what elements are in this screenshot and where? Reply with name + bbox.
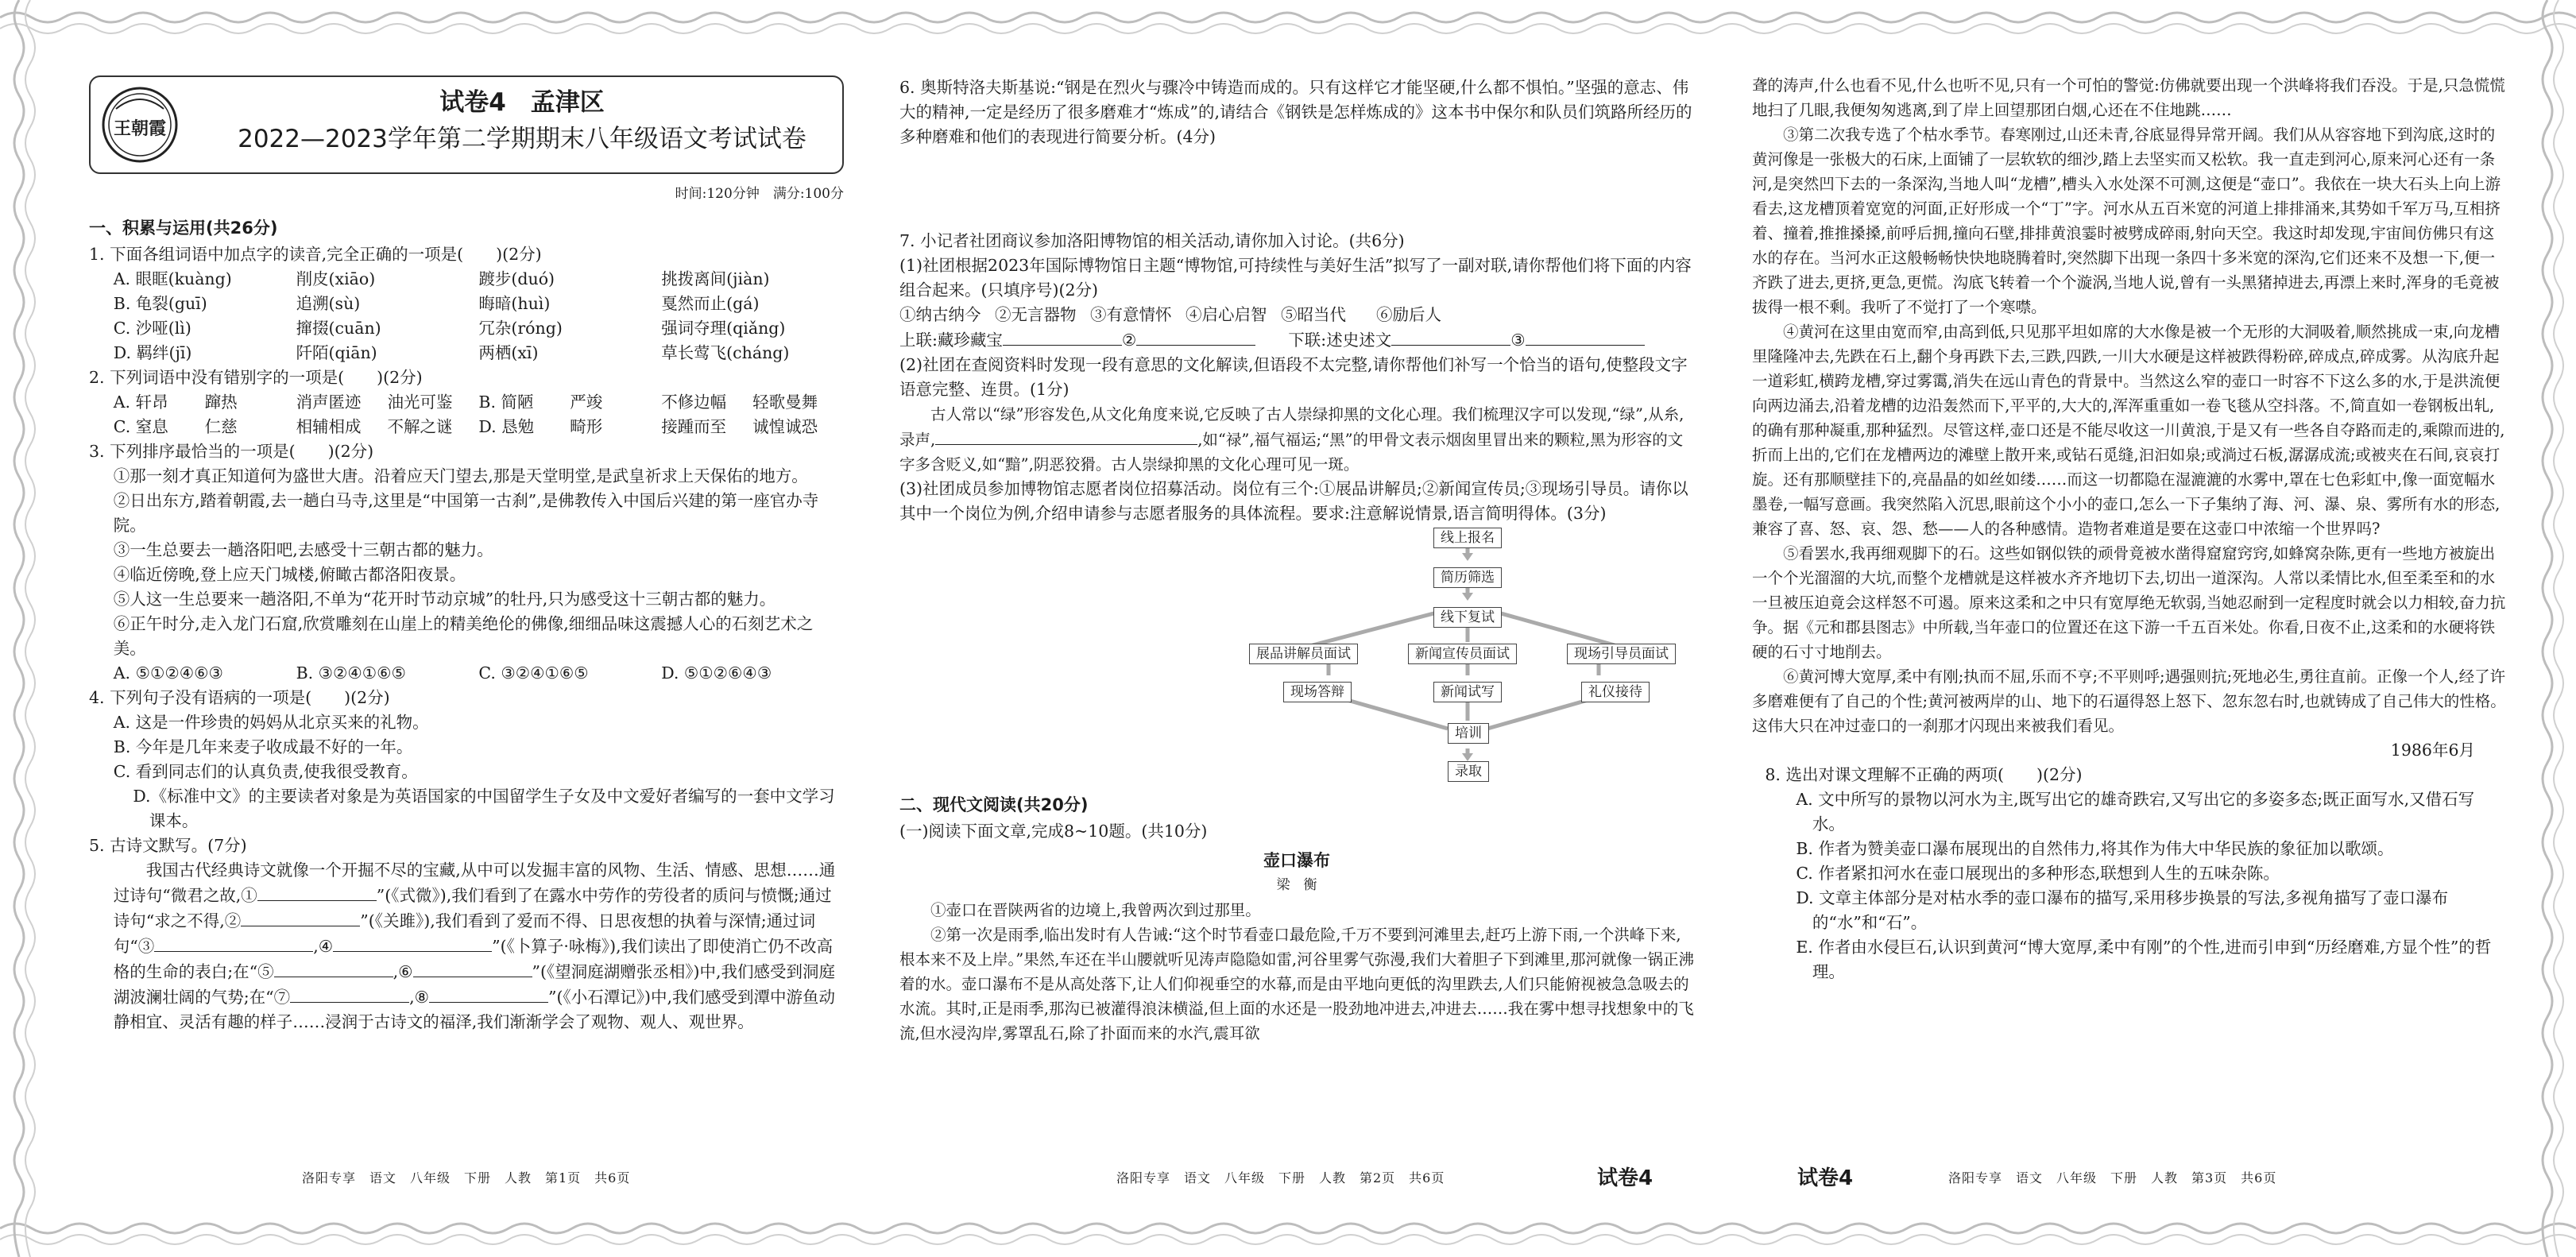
section-heading-1: 一、积累与运用(共26分)	[89, 219, 278, 238]
question-3: 3. 下列排序最恰当的一项是( )(2分)	[89, 442, 374, 461]
article-paragraph-1: ①壶口在晋陕两省的边境上,我曾两次到过那里。	[930, 901, 1261, 919]
question-7-1: (1)社团根据2023年国际博物馆日主题“博物馆,可持续性与美好生活”拟写了一副对联,请你帮他们将下面的内容组合起来。(只填序号)(2分)	[899, 256, 1692, 300]
phrase: ①纳古纳今	[899, 305, 981, 324]
article-date: 1986年6月	[2390, 741, 2475, 760]
q3-item: ⑥正午时分,走入龙门石窟,欣赏雕刻在山崖上的精美绝伦的佛像,细细品味这震撼人心的石刻艺术之美。	[113, 614, 814, 658]
q7-2-text: ,如“禄”,福气福运;“黑”的甲骨文表示烟囱里冒出来的颗粒,黑为形容的文字多含贬义,如“黯”,阴恶狡猾。古人崇绿抑黑的文化心理可见一斑。	[899, 431, 1684, 474]
word: 踱步(duó)	[478, 269, 555, 288]
answer-blank-couplet-3[interactable]	[1391, 327, 1510, 346]
wavy-border-left	[0, 0, 48, 1257]
couplet-line	[899, 327, 1694, 353]
question-2: 2. 下列词语中没有错别字的一项是( )(2分)	[89, 368, 423, 387]
option-b[interactable]: B. 简陋	[478, 393, 534, 412]
word: 诚惶诚恐	[752, 417, 818, 436]
q7-2-passage	[899, 402, 1694, 477]
word: 蹿热	[204, 393, 238, 412]
option-a[interactable]: A. 眼眶(kuàng)	[113, 269, 232, 288]
phrase: ⑥励后人	[1376, 305, 1441, 324]
question-7-2: (2)社团在查阅资料时发现一段有意思的文化解读,但语段不太完整,请你帮他们补写一个恰当的语句,使整段文字语意完整、连贯。(1分)	[899, 355, 1688, 399]
section-heading-2: 二、现代文阅读(共20分)	[899, 795, 1089, 814]
answer-blank-couplet-4[interactable]	[1526, 327, 1645, 346]
q2-options	[89, 390, 844, 439]
answer-blank-3[interactable]	[154, 934, 313, 952]
reading-subheading: (一)阅读下面文章,完成8~10题。(共10分)	[899, 822, 1208, 841]
q5-text: 我国古代经典诗文就像一个开掘不尽的宝藏,从中可以发掘丰富的风物、生活、情感、思想……通过诗句“微君之故,①	[113, 861, 836, 905]
flow-step-exhibit-interview: 展品讲解员面试	[1249, 644, 1358, 664]
option-d[interactable]: D. 文章主体部分是对枯水季的壶口瀑布的描写,采用移步换景的写法,多视角描写了壶口瀑布的“水”和“石”。	[1796, 888, 2449, 932]
option-b[interactable]: B. 龟裂(guī)	[113, 294, 207, 313]
option-a[interactable]: A. 文中所写的景物以河水为主,既写出它的雄奇跌宕,又写出它的多姿多态;既正面写水,又借石写水。	[1796, 790, 2475, 833]
phrase: ②无言器物	[995, 305, 1077, 324]
page-footer-1: 洛阳专享 语文 八年级 下册 人教 第1页 共6页	[302, 1170, 631, 1185]
option-a[interactable]: A. 轩昂	[113, 393, 168, 412]
answer-blank-q7-2[interactable]	[935, 427, 1197, 445]
question-8: 8. 选出对课文理解不正确的两项( )(2分)	[1765, 765, 2083, 784]
q3-item: ②日出东方,踏着朝霞,去一趟白马寺,这里是“中国第一古刹”,是佛教传入中国后兴建的第一座官办寺院。	[113, 491, 819, 535]
column-page-1	[89, 75, 844, 1035]
exam-tag-page-3: 试卷4	[1797, 1166, 1854, 1190]
article-title: 壶口瀑布	[1263, 851, 1330, 870]
phrase: ④启心启智	[1186, 305, 1267, 324]
q5-text: ,⑧	[409, 988, 430, 1007]
flow-step-resume-screening: 简历筛选	[1433, 567, 1502, 588]
option-d[interactable]: D. ⑤①②⑥④③	[661, 663, 772, 683]
q5-text: ”(《望洞庭湖赠张丞相》)中,我们感受到洞庭湖波澜壮阔的气势;在“⑦	[113, 962, 836, 1007]
word: 畸形	[570, 417, 603, 436]
exam-number: 试卷4	[439, 88, 506, 117]
question-7-3: (3)社团成员参加博物馆志愿者岗位招募活动。岗位有三个:①展品讲解员;②新闻宣传员;③现场引导员。请你以其中一个岗位为例,介绍申请参与志愿者服务的具体流程。要求:注意解说情景,语言简明得体。(3分)	[899, 479, 1688, 523]
option-e[interactable]: E. 作者由水侵巨石,认识到黄河“博大宽厚,柔中有刚”的个性,进而引申到“历经磨难,方显个性”的哲理。	[1796, 938, 2492, 981]
word: 两栖(xī)	[478, 343, 539, 362]
phrase: ⑤昭当代	[1281, 305, 1346, 324]
q1-row-d	[114, 341, 844, 365]
answer-blank-7[interactable]	[290, 984, 409, 1003]
option-a[interactable]: A. ⑤①②④⑥③	[113, 663, 223, 683]
q7-1-options	[899, 303, 1472, 327]
publisher-logo	[100, 85, 180, 164]
flow-step-training: 培训	[1448, 723, 1489, 744]
word: 相辅相成	[296, 417, 362, 436]
article-paragraph-5: ⑤看罢水,我再细观脚下的石。这些如钢似铁的顽骨竟被水凿得窟窟窍窍,如蜂窝杂陈,更有一些地方被旋出一个个光溜溜的大坑,而整个龙槽就是这样被水齐齐地切下去,切出一道深沟。人常以柔情比水,但至柔至和的水一旦被压迫竟会这样怒不可遏。原来这柔和之中只有宽厚绝无软弱,当她忍耐到一定程度时就会以力相较,奋力抗争。据《元和郡县图志》中所载,当年壶口的位置还在这下游一千五百米处。你看,日夜不止,这柔和的水硬将铁硬的石寸寸地削去。	[1752, 544, 2506, 661]
phrase: ③有意情怀	[1090, 305, 1172, 324]
q5-text: ”(《关雎》),我们看到了爱而不得、日思夜想的执着与深情;通过词句“③	[113, 911, 816, 956]
word: 不修边幅	[661, 393, 727, 412]
word: 强词夺理(qiǎng)	[661, 319, 786, 338]
q8-options	[1752, 787, 2507, 984]
question-1: 1. 下面各组词语中加点字的读音,完全正确的一项是( )(2分)	[89, 245, 542, 264]
word: 严竣	[570, 393, 603, 412]
option-d[interactable]: D. 羁绊(jī)	[113, 343, 192, 362]
page-footer-2: 洛阳专享 语文 八年级 下册 人教 第2页 共6页	[1116, 1170, 1445, 1185]
article-paragraph-4: ④黄河在这里由宽而窄,由高到低,只见那平坦如席的大水像是被一个无形的大洞吸着,顺然挑成一束,向龙槽里隆隆冲去,先跌在石上,翻个身再跌下去,三跌,四跌,一川大水硬是这样被跌得粉碎,碎成点,碎成雾。从沟底升起一道彩虹,横跨龙槽,穿过雾霭,消失在远山青色的背景中。当然这么窄的壶口一时容不下这么多的水,于是洪流便向两边涌去,沿着龙槽的边沿轰然而下,平平的,大大的,浑浑重重如一卷飞毯从空抖落。不,简直如一卷钢板出轧,的确有那种凝重,那种猛烈。尽管这样,壶口还是不能尽收这一川黄浪,于是又有一些各自夺路而走的,乘隙而进的,折而上出的,它们在龙槽两边的滩壁上散开来,或钻石觅缝,汩汩如泉;或淌过石板,潺潺成流;或被夹在石间,哀哀打旋。还有那顺壁挂下的,亮晶晶的如丝如缕……而这一切都隐在湿漉漉的水雾中,罩在七色彩虹中,像一面宽幅水墨卷,一幅写意画。我突然陷入沉思,眼前这个小小的壶口,怎么一下子集纳了海、河、瀑、泉、雾所有水的形态,兼容了喜、怒、哀、怨、愁——人的各种感情。造物者难道是要在这壶口中浓缩一个世界吗?	[1752, 323, 2505, 538]
couplet-down: 下联:述史述文	[1288, 331, 1392, 350]
word: 油光可鉴	[387, 393, 453, 412]
option-d[interactable]: D. 恳勉	[478, 417, 535, 436]
article-paragraph-6: ⑥黄河博大宽厚,柔中有刚;执而不屈,乐而不亨;不平则呼;遇强则抗;死地必生,勇往直前。正像一个人,经了许多磨难便有了自己的个性;黄河被两岸的山、地下的石逼得怒上怒下、忽东忽右时,也就铸成了自己伟大的性格。这伟大只在冲过壶口的一刹那才闪现出来被我们看见。	[1752, 667, 2506, 735]
word: 消声匿迹	[296, 393, 362, 412]
word: 不解之谜	[387, 417, 453, 436]
article-paragraph-2-cont: 聋的涛声,什么也看不见,什么也听不见,只有一个可怕的警觉:仿佛就要出现一个洪峰将我们吞没。于是,只急慌慌地扫了几眼,我便匆匆逃离,到了岸上回望那团白烟,心还在不住地跳……	[1752, 76, 2505, 119]
word: 仁慈	[204, 417, 238, 436]
q5-text: ,⑥	[393, 962, 413, 981]
q3-item: ①那一刻才真正知道何为盛世大唐。沿着应天门望去,那是天堂明堂,是武皇祈求上天保佑的地方。	[113, 466, 808, 485]
q4-options	[89, 710, 844, 833]
word: 撺掇(cuān)	[296, 319, 381, 338]
flow-step-news-trial-writing: 新闻试写	[1433, 682, 1502, 702]
article-author: 梁 衡	[1276, 877, 1317, 893]
word: 草长莺飞(cháng)	[661, 343, 790, 362]
word: 轻歌曼舞	[752, 393, 818, 412]
couplet-mark: ③	[1510, 331, 1526, 350]
q2-row-ab	[114, 390, 844, 415]
word: 晦暗(huì)	[478, 294, 551, 313]
option-b[interactable]: B. 今年是几年来麦子收成最不好的一年。	[113, 737, 413, 756]
q5-text: ,④	[313, 937, 334, 956]
answer-space-q6[interactable]	[899, 149, 1694, 229]
flow-step-news-interview: 新闻宣传员面试	[1408, 644, 1517, 664]
exam-tag-page-2: 试卷4	[1597, 1166, 1654, 1190]
flowchart	[899, 526, 1694, 780]
word: 接踵而至	[661, 417, 727, 436]
option-c[interactable]: C. 沙哑(lì)	[113, 319, 191, 338]
q2-row-cd	[114, 415, 844, 439]
column-page-3	[1752, 73, 2507, 984]
q3-item: ⑤人这一生总要来一趟洛阳,不单为“花开时节动京城”的牡丹,只为感受这十三朝古都的魅力。	[113, 590, 776, 609]
question-5: 5. 古诗文默写。(7分)	[89, 836, 247, 855]
q3-options	[114, 661, 844, 686]
option-b[interactable]: B. 作者为赞美壶口瀑布展现出的自然伟力,将其作为伟大中华民族的象征加以歌颂。	[1796, 839, 2394, 858]
article-paragraph-3: ③第二次我专选了个枯水季节。春寒刚过,山还未青,谷底显得异常开阔。我们从从容容地下到沟底,这时的黄河像是一张极大的石床,上面铺了一层软软的细沙,踏上去坚实而又松软。我一直走到河心,原来河心还有一条河,是突然凹下去的一条深沟,当地人叫“龙槽”,槽头入水处深不可测,这便是“壶口”。我依在一块大石头上向上游看去,这龙槽顶着宽宽的河面,正好形成一个“丁”字。河水从五百米宽的河道上排排涌来,其势如千军万马,互相挤着、撞着,推推搡搡,前呼后拥,撞向石壁,排排黄浪霎时被劈成碎雨,射向天空。我这时却发现,宇宙间仿佛只有这水的存在。当河水正这般畅畅快快地晓腾着时,突然脚下出现一条四十多米宽的深沟,它们还来不及想一下,便一齐跌了进去,更挤,更急,更慌。沟底飞转着一个个漩涡,当地人说,曾有一头黑猪掉进去,再漂上来时,浑身的毛竟被拔得一根不剩。我听了不觉打了一个寒噤。	[1752, 126, 2501, 316]
time-info: 时间:120分钟 满分:100分	[675, 186, 844, 202]
exam-subtitle: 2022—2023学年第二学期期末八年级语文考试试卷	[238, 125, 806, 153]
flow-step-offline-retest: 线下复试	[1433, 607, 1502, 628]
q3-items	[89, 464, 844, 686]
flow-step-etiquette-reception: 礼仪接待	[1581, 682, 1650, 702]
wavy-border-bottom	[0, 1209, 2576, 1257]
exam-title	[210, 87, 834, 118]
answer-blank-couplet-1[interactable]	[1003, 327, 1122, 346]
option-c[interactable]: C. 看到同志们的认真负责,使我很受教育。	[113, 762, 418, 781]
answer-blank-6[interactable]	[413, 959, 532, 977]
q1-row-a	[114, 267, 844, 292]
question-4: 4. 下列句子没有语病的一项是( )(2分)	[89, 688, 390, 707]
option-c[interactable]: C. 窒息	[113, 417, 168, 436]
wavy-border-top	[0, 0, 2576, 48]
flow-step-admission: 录取	[1448, 761, 1489, 782]
q7-2-text: 古人常以“绿”形容发色,从文化角度来说,它反映了古人崇绿抑黑的文化心理。我们梳理汉字可以发现,“绿”,从糸,录声,	[899, 405, 1684, 449]
exam-district: 孟津区	[530, 88, 605, 117]
question-7: 7. 小记者社团商议参加洛阳博物馆的相关活动,请你加入讨论。(共6分)	[899, 231, 1405, 250]
couplet-up: 上联:藏珍藏宝	[899, 331, 1003, 350]
option-c[interactable]: C. 作者紧扣河水在壶口展现出的多种形态,联想到人生的五味杂陈。	[1796, 864, 2280, 883]
q5-text: ”(《小石潭记》)中,我们感受到潭中游鱼动静相宜、灵活有趣的样子……浸润于古诗文的福泽,我们渐渐学会了观物、观人、观世界。	[113, 988, 836, 1031]
svg-text:王朝霞: 王朝霞	[113, 118, 167, 139]
q1-row-b	[114, 292, 844, 316]
q5-text: ”(《卜算子·咏梅》),我们读出了即使消亡仍不改高格的生命的表白;在“⑤	[113, 937, 834, 981]
option-c[interactable]: C. ③②④①⑥⑤	[478, 663, 589, 683]
flow-step-guide-interview: 现场引导员面试	[1567, 644, 1676, 664]
q5-passage	[89, 858, 844, 1035]
question-6: 6. 奥斯特洛夫斯基说:“钢是在烈火与骤冷中铸造而成的。只有这样它才能坚硬,什么都不惧怕。”坚强的意志、伟大的精神,一定是经历了很多磨难才“炼成”的,请结合《钢铁是怎样炼成的》这本书中保尔和队员们筑路所经历的多种磨难和他们的表现进行简要分析。(4分)	[899, 78, 1692, 146]
q1-row-c	[114, 316, 844, 341]
article-paragraph-2: ②第一次是雨季,临出发时有人告诫:“这个时节看壶口最危险,千万不要到河滩里去,赶巧上游下雨,一个洪峰下来,根本来不及上岸。”果然,车还在半山腰就听见涛声隐隐如雷,河谷里雾气弥漫,我们大着胆子下到滩里,那河就像一锅正沸着的水。壶口瀑布不是从高处落下,让人们仰视垂空的水幕,而是由平地向更低的沟里跌去,人们只能俯视被急急吸去的水流。其时,正是雨季,那沟已被灌得浪沫横溢,但上面的水还是一股劲地冲进去,冲进去……我在雾中想寻找想象中的飞流,但水浸沟岸,雾罩乱石,除了扑面而来的水汽,震耳欲	[899, 926, 1695, 1042]
word: 戛然而止(gá)	[661, 294, 760, 313]
flow-step-onsite-defense: 现场答辩	[1283, 682, 1352, 702]
q1-options	[89, 267, 844, 365]
page-footer-3: 洛阳专享 语文 八年级 下册 人教 第3页 共6页	[1948, 1170, 2277, 1185]
couplet-mark: ②	[1121, 331, 1137, 350]
exam-header	[89, 75, 844, 174]
option-d[interactable]: D.《标准中文》的主要读者对象是为英语国家的中国留学生子女及中文爱好者编写的一套中文学习课本。	[133, 787, 835, 830]
word: 追溯(sù)	[296, 294, 361, 313]
answer-blank-couplet-2[interactable]	[1136, 327, 1255, 346]
wavy-border-right	[2528, 0, 2576, 1257]
q5-text: ”(《式微》),我们看到了在露水中劳作的劳役者的质问与愤慨;通过诗句“求之不得,②	[113, 886, 832, 930]
word: 挑拨离间(jiàn)	[661, 269, 770, 288]
word: 阡陌(qiān)	[296, 343, 377, 362]
q3-item: ③一生总要去一趟洛阳吧,去感受十三朝古都的魅力。	[113, 540, 493, 559]
answer-blank-1[interactable]	[257, 883, 377, 901]
option-b[interactable]: B. ③②④①⑥⑤	[296, 663, 406, 683]
answer-blank-8[interactable]	[429, 984, 548, 1003]
word: 冗杂(róng)	[478, 319, 563, 338]
answer-blank-5[interactable]	[274, 959, 393, 977]
answer-blank-4[interactable]	[333, 934, 492, 952]
word: 削皮(xiāo)	[296, 269, 376, 288]
answer-blank-2[interactable]	[241, 908, 360, 926]
option-a[interactable]: A. 这是一件珍贵的妈妈从北京买来的礼物。	[113, 713, 429, 732]
flow-step-online-signup: 线上报名	[1433, 528, 1502, 548]
q3-item: ④临近傍晚,登上应天门城楼,俯瞰古都洛阳夜景。	[113, 565, 466, 584]
column-page-2	[899, 75, 1694, 1046]
